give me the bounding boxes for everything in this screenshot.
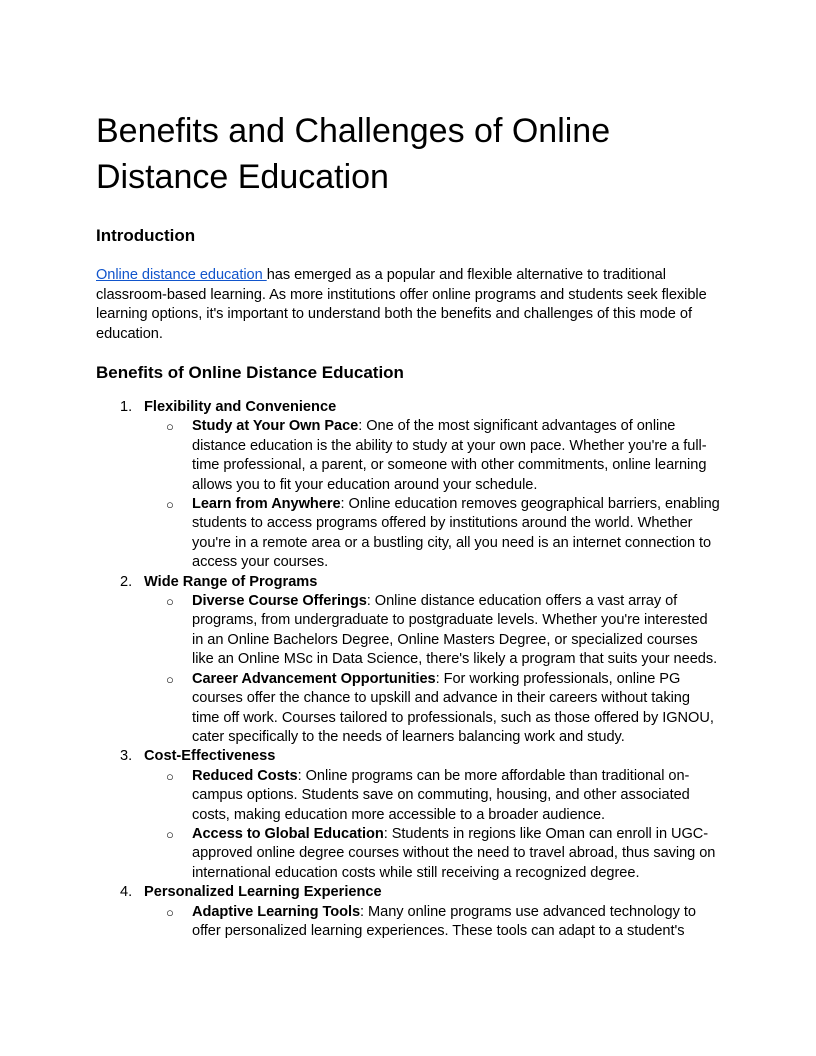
item-number: 3. (120, 748, 133, 765)
document-page (96, 108, 720, 941)
list-item (96, 573, 720, 748)
item-title: Personalized Learning Experience (144, 884, 382, 901)
sub-list (144, 903, 720, 942)
sub-item (144, 670, 720, 748)
list-item (96, 747, 720, 883)
online-distance-education-link[interactable]: Online distance education (96, 267, 267, 283)
document-title (96, 108, 720, 200)
sub-item (144, 417, 720, 495)
sub-item-title: Diverse Course Offerings (192, 593, 367, 610)
sub-item (144, 767, 720, 825)
sub-item-text: : Many online programs use advanced technology to offer personalized learning experiences. These tools can adapt to a student's (192, 903, 696, 939)
circle-bullet-icon: ○ (166, 826, 174, 842)
intro-heading: Introduction (96, 226, 196, 245)
benefits-heading: Benefits of Online Distance Education (96, 363, 404, 382)
sub-item-title: Reduced Costs (192, 767, 298, 784)
list-item (96, 398, 720, 573)
sub-item-text: : Online distance education offers a vast array of programs, from undergraduate to postgraduate levels. Whether you're interested in an Online Bachelors Degree, Online Masters Degree, or specialized courses like an Online MSc in Data Science, there's likely a program that suits your needs. (192, 593, 718, 668)
intro-paragraph (96, 266, 720, 344)
item-title: Wide Range of Programs (144, 573, 318, 590)
sub-item-text: : Online programs can be more affordable than traditional on-campus options. Students save on commuting, housing, and other associated costs, making education more accessible to a broader audience. (192, 767, 690, 823)
benefits-list (96, 398, 720, 941)
sub-list (144, 767, 720, 883)
title-line-2: Distance Education (96, 158, 389, 196)
item-title: Cost-Effectiveness (144, 748, 276, 765)
sub-item (144, 825, 720, 883)
sub-item-text: : For working professionals, online PG courses offer the chance to upskill and advance in their careers without taking time off work. Courses tailored to professionals, such as those offered by IGNOU, cater specifically to the needs of learners balancing work and study. (192, 670, 714, 745)
sub-item (144, 592, 720, 670)
sub-item-title: Career Advancement Opportunities (192, 670, 436, 687)
sub-list (144, 417, 720, 572)
item-number: 4. (120, 884, 133, 901)
sub-item (144, 903, 720, 942)
title-line-1: Benefits and Challenges of Online (96, 112, 611, 150)
sub-item-text: : Online education removes geographical barriers, enabling students to access programs offered by institutions around the world. Whether you're in a remote area or a bustling city, all you need is an internet connection to access your courses. (192, 496, 720, 571)
sub-item-text: : One of the most significant advantages of online distance education is the ability to study at your own pace. Whether you're a full-time professional, a parent, or someone with other commitments, online learning allows you to fit your education around your schedule. (192, 418, 707, 493)
intro-text: has emerged as a popular and flexible alternative to traditional classroom-based learning. As more institutions offer online programs and students seek flexible learning options, it's important to understand both the benefits and challenges of this mode of education. (96, 267, 707, 342)
sub-list (144, 592, 720, 747)
circle-bullet-icon: ○ (166, 768, 174, 784)
sub-item-title: Learn from Anywhere (192, 496, 341, 513)
sub-item (144, 495, 720, 573)
sub-item-title: Access to Global Education (192, 825, 384, 842)
sub-item-title: Adaptive Learning Tools (192, 903, 361, 920)
circle-bullet-icon: ○ (166, 671, 174, 687)
circle-bullet-icon: ○ (166, 497, 174, 513)
circle-bullet-icon: ○ (166, 904, 174, 920)
item-number: 1. (120, 399, 133, 415)
circle-bullet-icon: ○ (166, 419, 174, 435)
sub-item-title: Study at Your Own Pace (192, 418, 359, 435)
circle-bullet-icon: ○ (166, 594, 174, 610)
sub-item-text: : Students in regions like Oman can enroll in UGC-approved online degree courses without the need to travel abroad, thus saving on international education costs while still receiving a recognized degree. (192, 825, 716, 881)
list-item (96, 883, 720, 941)
item-title: Flexibility and Convenience (144, 399, 337, 415)
item-number: 2. (120, 573, 133, 590)
